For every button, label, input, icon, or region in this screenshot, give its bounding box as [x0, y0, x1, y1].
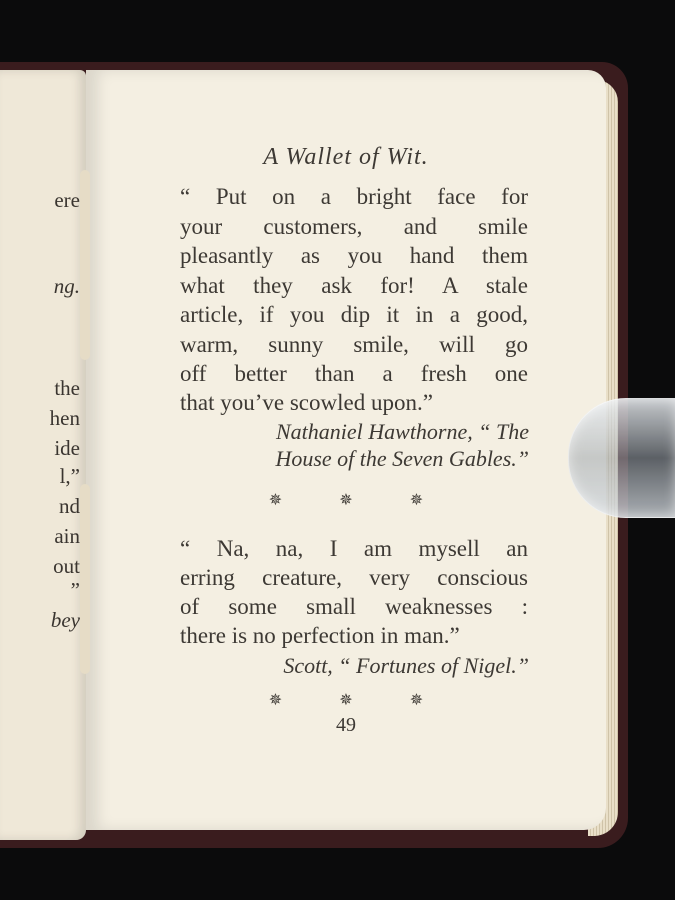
section-divider [86, 490, 606, 509]
asterism-ornament: ✵ [409, 690, 424, 709]
left-page-text-fragment: ain [54, 524, 80, 548]
quote2-line: there is no perfection in man.” [180, 623, 460, 648]
left-page-text-fragment: l,” [59, 464, 80, 488]
quote1-attribution-line2: House of the Seven Gables.” [275, 446, 529, 471]
left-page-text-fragment: hen [49, 406, 80, 430]
quote1-line: what they ask for! A stale [180, 273, 528, 298]
left-page-text-fragment: out [53, 554, 80, 578]
left-page-text-fragment: ” [70, 578, 80, 602]
left-page-text-fragment: the [54, 376, 80, 400]
asterism-ornament: ✵ [268, 490, 283, 509]
page-number: 49 [336, 714, 356, 736]
quote1-line: article, if you dip it in a good, [180, 302, 528, 327]
gutter-fold [80, 170, 90, 360]
left-page-text-fragment: ng. [53, 274, 80, 298]
gutter-fold [80, 484, 90, 674]
quote1-line: “ Put on a bright face for [180, 184, 528, 209]
asterism-ornament: ✵ [339, 690, 353, 709]
left-page-text-fragment: ere [54, 188, 80, 212]
left-page-text-fragment: bey [50, 608, 80, 632]
asterism-ornament: ✵ [268, 690, 283, 709]
asterism-ornament: ✵ [339, 490, 353, 509]
quote1-line: off better than a fresh one [180, 361, 528, 386]
asterism-ornament: ✵ [409, 490, 424, 509]
quote2-attribution: Scott, “ Fortunes of Nigel.” [283, 653, 529, 678]
quote2-line: of some small weaknesses : [180, 594, 528, 619]
section-divider [86, 690, 606, 709]
quote2-line: erring creature, very conscious [180, 565, 528, 590]
quote1-attribution-line1: Nathaniel Hawthorne, “ The [275, 419, 529, 444]
quote2-line: “ Na, na, I am mysell an [180, 536, 528, 561]
running-head: A Wallet of Wit. [263, 144, 429, 170]
left-page-text-fragment: nd [59, 494, 80, 518]
left-page-text-fragment: ide [54, 436, 80, 460]
quote1-line: that you’ve scowled upon.” [180, 390, 433, 415]
page-clip [568, 398, 675, 518]
left-page [0, 70, 86, 840]
quote1-line: warm, sunny smile, will go [180, 332, 528, 357]
quote1-line: your customers, and smile [180, 214, 528, 239]
quote1-line: pleasantly as you hand them [180, 243, 528, 268]
